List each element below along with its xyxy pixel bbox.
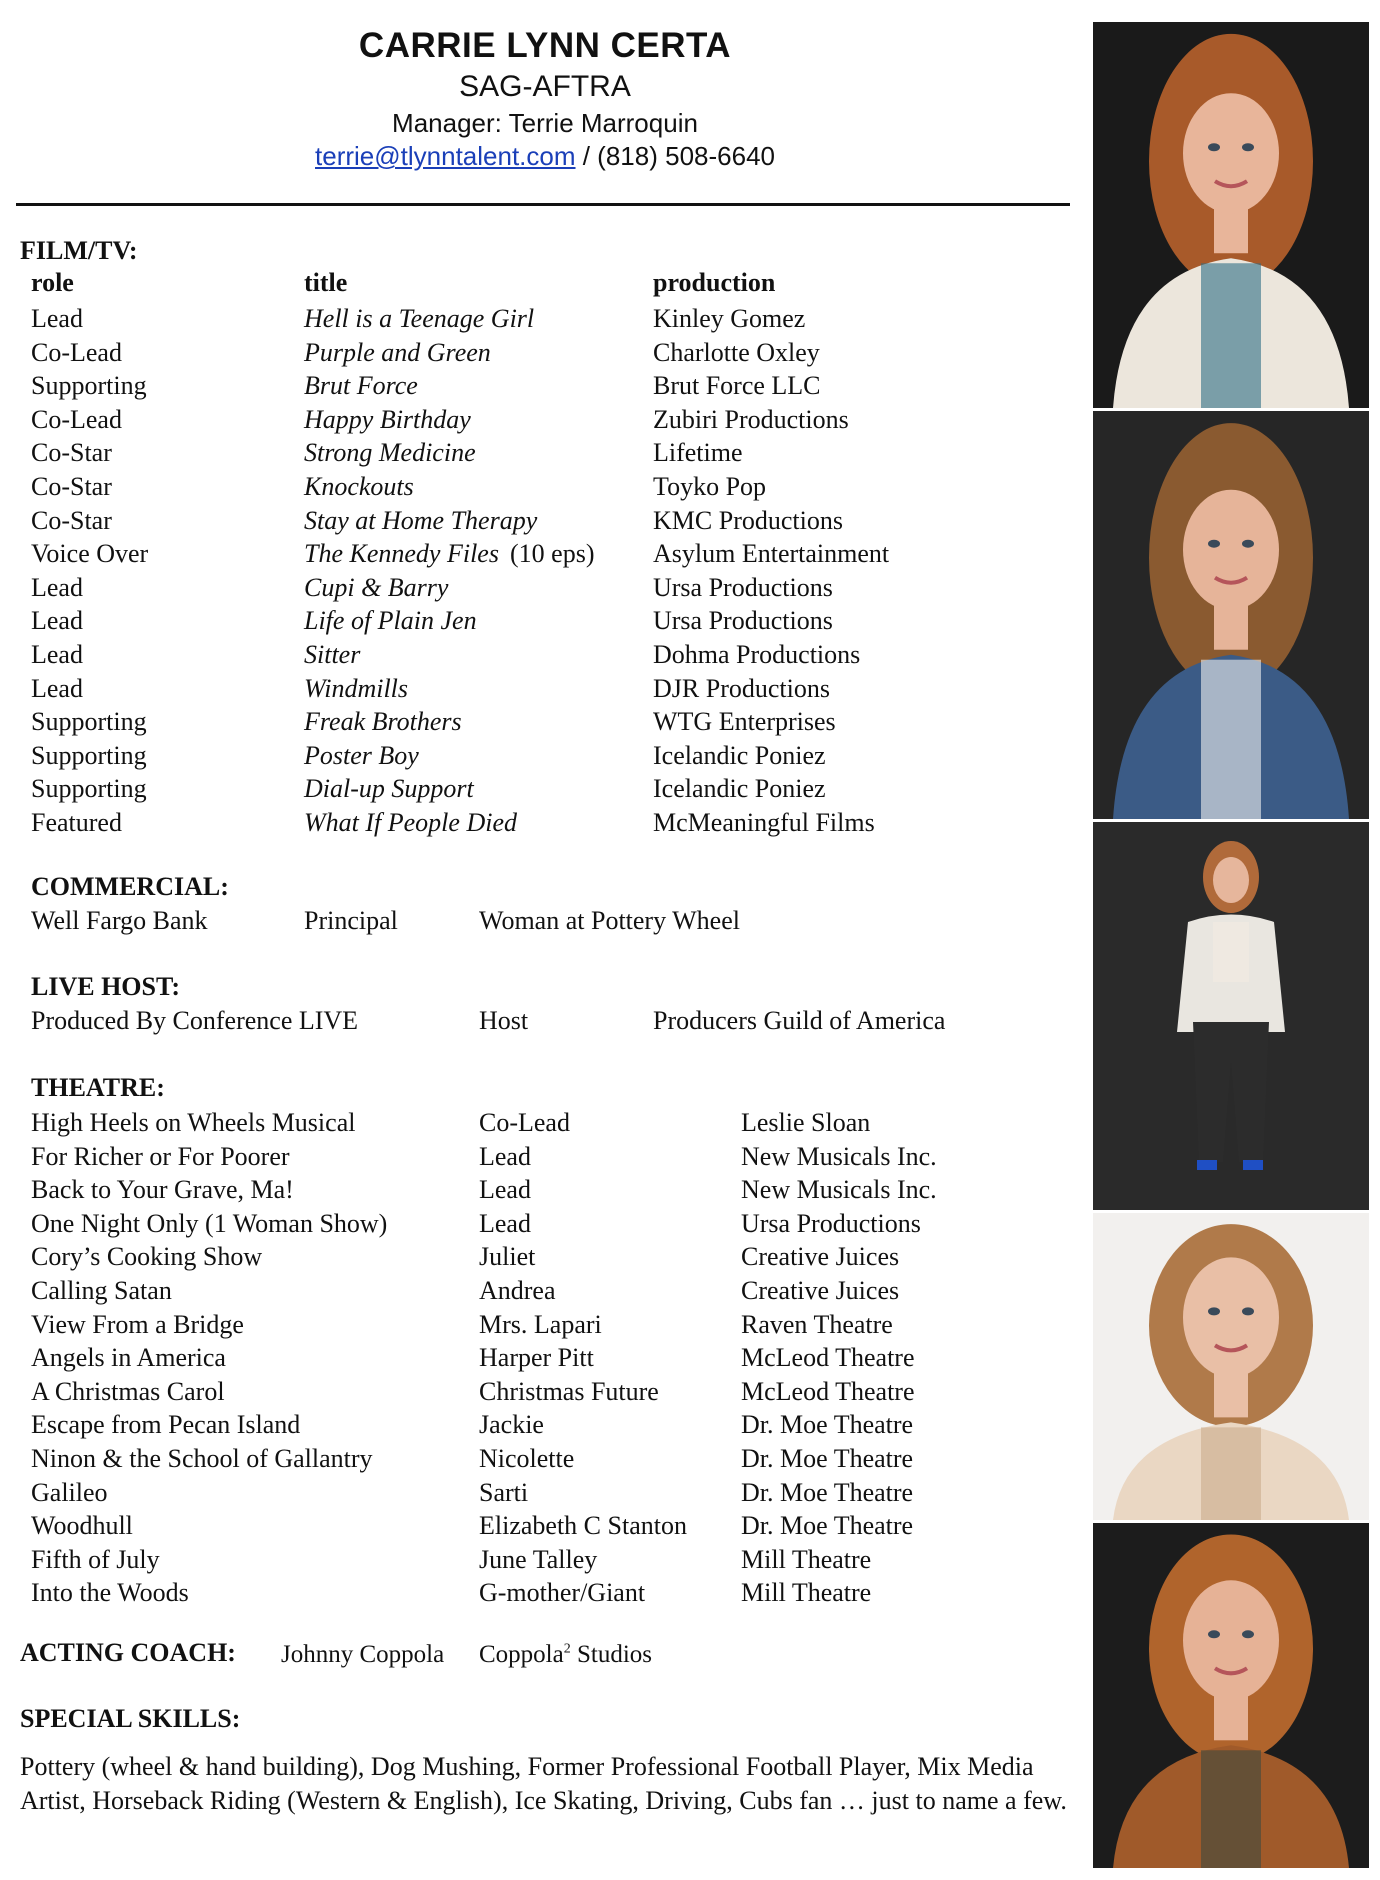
film-role: Lead (31, 640, 83, 669)
film-production: KMC Productions (653, 506, 843, 535)
film-role: Co-Lead (31, 405, 122, 434)
film-title: The Kennedy Files (304, 539, 499, 568)
column-header-role: role (31, 268, 74, 297)
theatre-role: G-mother/Giant (479, 1578, 646, 1607)
section-heading-commercial: COMMERCIAL: (31, 872, 229, 901)
film-role: Featured (31, 808, 122, 837)
live-host-organization: Producers Guild of America (653, 1006, 946, 1035)
shoe (1243, 1160, 1263, 1170)
theatre-show: Woodhull (31, 1511, 133, 1540)
theatre-company: New Musicals Inc. (741, 1175, 937, 1204)
eye (1242, 143, 1254, 151)
section-heading-theatre: THEATRE: (31, 1073, 165, 1102)
face (1183, 1257, 1279, 1377)
film-role: Lead (31, 606, 83, 635)
eye (1208, 143, 1220, 151)
film-title: Life of Plain Jen (304, 606, 477, 635)
film-production: WTG Enterprises (653, 707, 836, 736)
film-production: Asylum Entertainment (653, 539, 890, 568)
film-production: DJR Productions (653, 674, 830, 703)
film-production: Zubiri Productions (653, 405, 849, 434)
photo-4 (1093, 1213, 1369, 1520)
acting-coach-studio: Coppola$^2$ Studios (479, 1641, 652, 1668)
commercial-role: Principal (304, 906, 398, 935)
eye (1208, 1630, 1220, 1638)
theatre-company: Dr. Moe Theatre (741, 1511, 914, 1540)
film-production: Charlotte Oxley (653, 338, 820, 367)
section-heading-acting-coach: ACTING COACH: (20, 1638, 236, 1667)
film-production: Kinley Gomez (653, 304, 806, 333)
manager-phone: / (818) 508-6640 (575, 141, 775, 171)
photo-2 (1093, 411, 1369, 819)
theatre-show: One Night Only (1 Woman Show) (31, 1209, 388, 1238)
acting-coach-name: Johnny Coppola (281, 1641, 445, 1668)
eye (1242, 1630, 1254, 1638)
film-production: Icelandic Poniez (653, 774, 826, 803)
film-title: Freak Brothers (304, 707, 462, 736)
face (1183, 1580, 1279, 1700)
theatre-company: McLeod Theatre (741, 1377, 915, 1406)
film-title: Dial-up Support (304, 774, 474, 803)
film-production: Brut Force LLC (653, 371, 821, 400)
section-heading-live-host: LIVE HOST: (31, 972, 181, 1001)
film-role: Co-Star (31, 472, 112, 501)
film-production: McMeaningful Films (653, 808, 875, 837)
theatre-role: Co-Lead (479, 1108, 570, 1137)
header-divider (16, 203, 1070, 206)
section-heading-film-tv: FILM/TV: (20, 236, 138, 265)
film-role: Supporting (31, 774, 147, 803)
theatre-show: Back to Your Grave, Ma! (31, 1175, 294, 1204)
inner-garment (1201, 660, 1261, 819)
theatre-show: Ninon & the School of Gallantry (31, 1444, 373, 1473)
film-role: Lead (31, 573, 83, 602)
theatre-company: Mill Theatre (741, 1545, 872, 1574)
film-role: Lead (31, 304, 83, 333)
eye (1242, 1307, 1254, 1315)
photo-3 (1093, 822, 1369, 1210)
film-role: Co-Lead (31, 338, 122, 367)
commercial-client: Well Fargo Bank (31, 906, 208, 935)
film-role: Supporting (31, 371, 147, 400)
commercial-description: Woman at Pottery Wheel (479, 906, 740, 935)
theatre-role: Elizabeth C Stanton (479, 1511, 687, 1540)
top (1213, 922, 1249, 982)
film-production: Ursa Productions (653, 606, 833, 635)
film-title: Sitter (304, 640, 361, 669)
theatre-role: Juliet (479, 1242, 536, 1271)
theatre-role: Andrea (479, 1276, 556, 1305)
theatre-company: Dr. Moe Theatre (741, 1478, 914, 1507)
theatre-company: Leslie Sloan (741, 1108, 871, 1137)
theatre-role: June Talley (479, 1545, 598, 1574)
column-header-production: production (653, 268, 776, 297)
live-host-role: Host (479, 1006, 529, 1035)
film-title: Knockouts (304, 472, 414, 501)
theatre-role: Nicolette (479, 1444, 575, 1473)
film-title: Brut Force (304, 371, 418, 400)
contact-line (0, 141, 1090, 172)
film-title: Hell is a Teenage Girl (304, 304, 535, 333)
theatre-role: Christmas Future (479, 1377, 659, 1406)
film-role: Co-Star (31, 438, 112, 467)
photo-1 (1093, 22, 1369, 408)
theatre-show: Galileo (31, 1478, 108, 1507)
theatre-role: Mrs. Lapari (479, 1310, 602, 1339)
live-host-event: Produced By Conference LIVE (31, 1006, 359, 1035)
face (1213, 857, 1249, 903)
theatre-role: Lead (479, 1209, 531, 1238)
film-title: Happy Birthday (304, 405, 471, 434)
theatre-show: High Heels on Wheels Musical (31, 1108, 356, 1137)
film-production: Dohma Productions (653, 640, 861, 669)
theatre-show: Cory’s Cooking Show (31, 1242, 263, 1271)
resume-name: CARRIE LYNN CERTA (358, 26, 732, 65)
theatre-show: Into the Woods (31, 1578, 189, 1607)
film-production: Lifetime (653, 438, 743, 467)
theatre-show: Fifth of July (31, 1545, 160, 1574)
film-title: Windmills (304, 674, 409, 703)
theatre-show: A Christmas Carol (31, 1377, 225, 1406)
film-title: Cupi & Barry (304, 573, 449, 602)
film-role: Supporting (31, 707, 147, 736)
manager-line: Manager: Terrie Marroquin (392, 108, 698, 138)
inner-garment (1201, 1427, 1261, 1520)
theatre-role: Harper Pitt (479, 1343, 594, 1372)
film-title: What If People Died (304, 808, 517, 837)
film-title: Poster Boy (304, 741, 419, 770)
film-title: Strong Medicine (304, 438, 476, 467)
theatre-company: McLeod Theatre (741, 1343, 915, 1372)
section-heading-special-skills: SPECIAL SKILLS: (20, 1704, 241, 1733)
film-title: Stay at Home Therapy (304, 506, 538, 535)
theatre-role: Lead (479, 1175, 531, 1204)
theatre-show: For Richer or For Poorer (31, 1142, 290, 1171)
theatre-company: Creative Juices (741, 1242, 900, 1271)
film-production: Toyko Pop (653, 472, 767, 501)
face (1183, 93, 1279, 213)
film-role: Voice Over (31, 539, 149, 568)
eye (1208, 1307, 1220, 1315)
theatre-role: Sarti (479, 1478, 529, 1507)
manager-email-link[interactable]: terrie@tlynntalent.com (315, 141, 576, 171)
theatre-company: Raven Theatre (741, 1310, 893, 1339)
union-affiliation: SAG-AFTRA (459, 70, 631, 103)
theatre-show: Angels in America (31, 1343, 226, 1372)
theatre-show: View From a Bridge (31, 1310, 244, 1339)
film-production: Icelandic Poniez (653, 741, 826, 770)
theatre-company: Creative Juices (741, 1276, 900, 1305)
theatre-company: Dr. Moe Theatre (741, 1410, 914, 1439)
special-skills-text: Pottery (wheel & hand building), Dog Mushing, Former Professional Football Player, Mix Media Artist, Horseback Riding (Western & English), Ice Skating, Driving, Cubs fan … just to name a few. (20, 1752, 1067, 1815)
eye (1242, 540, 1254, 548)
film-production: Ursa Productions (653, 573, 833, 602)
theatre-company: New Musicals Inc. (741, 1142, 937, 1171)
photo-5 (1093, 1523, 1369, 1868)
film-role: Supporting (31, 741, 147, 770)
film-title-episode-note: (10 eps) (510, 539, 595, 568)
eye (1208, 540, 1220, 548)
theatre-role: Jackie (479, 1410, 544, 1439)
face (1183, 490, 1279, 610)
inner-garment (1201, 263, 1261, 408)
theatre-show: Calling Satan (31, 1276, 172, 1305)
theatre-company: Mill Theatre (741, 1578, 872, 1607)
film-role: Lead (31, 674, 83, 703)
inner-garment (1201, 1750, 1261, 1868)
theatre-company: Ursa Productions (741, 1209, 921, 1238)
theatre-company: Dr. Moe Theatre (741, 1444, 914, 1473)
shoe (1197, 1160, 1217, 1170)
theatre-show: Escape from Pecan Island (31, 1410, 301, 1439)
column-header-title: title (304, 268, 348, 297)
film-role: Co-Star (31, 506, 112, 535)
theatre-role: Lead (479, 1142, 531, 1171)
film-title: Purple and Green (304, 338, 491, 367)
